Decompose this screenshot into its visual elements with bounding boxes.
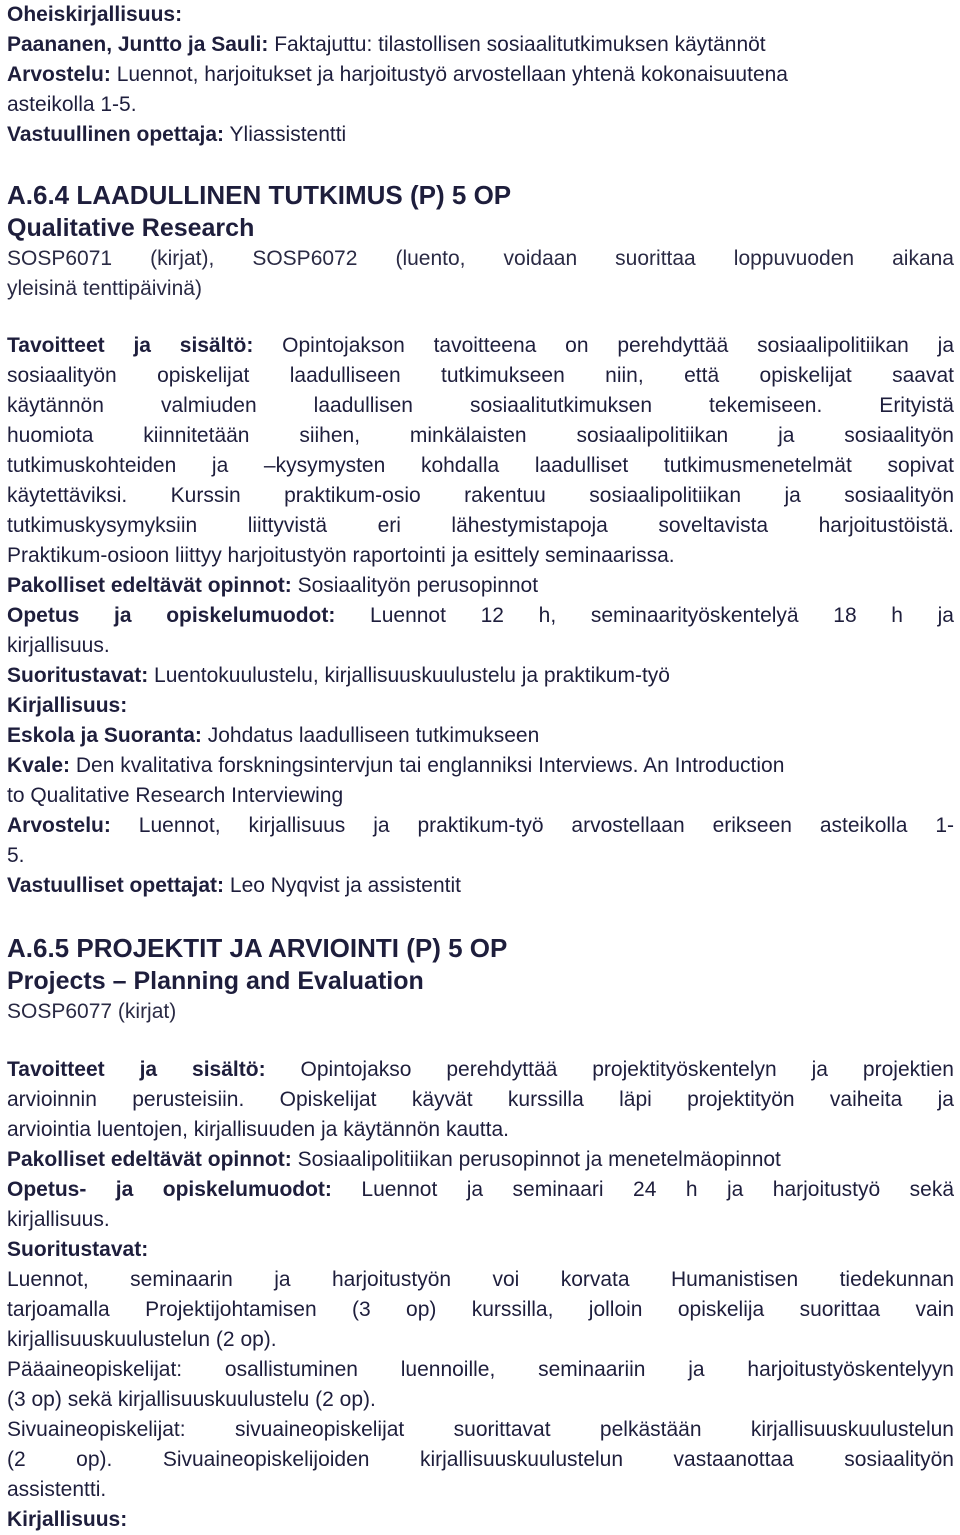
completion-a65-line3: kirjallisuuskuulustelun (2 op). bbox=[7, 1328, 277, 1351]
grading-label: Arvostelu: bbox=[7, 814, 111, 837]
goals-a64-line6: käytettäviksi. Kurssin praktikum-osio rakentuu sosiaalipolitiikan ja sosiaalityön bbox=[7, 484, 954, 507]
goals-a64-line3: käytännön valmiuden laadullisen sosiaalitutkimuksen tekemiseen. Erityistä bbox=[7, 394, 954, 417]
goals-a64-line1 bbox=[7, 331, 954, 361]
completion-a64 bbox=[7, 661, 954, 691]
goals-a64-line7: tutkimuskysymyksiin liittyvistä eri lähestymistapoja soveltavista harjoitustöistä. bbox=[7, 514, 954, 537]
prereq-a65 bbox=[7, 1145, 954, 1175]
lit-author: Kvale: bbox=[7, 754, 71, 777]
course-english-title-a65: Projects – Planning and Evaluation bbox=[7, 967, 424, 995]
prereq-text: Sosiaalityön perusopinnot bbox=[297, 574, 539, 597]
goals-label: Tavoitteet ja sisältö: bbox=[7, 334, 254, 357]
course-title-a65: A.6.5 PROJEKTIT JA ARVIOINTI (P) 5 OP bbox=[7, 933, 508, 963]
goals-text: Opintojakson tavoitteena on perehdyttää sosiaalipolitiikan ja bbox=[282, 334, 954, 357]
prereq-label: Pakolliset edeltävät opinnot: bbox=[7, 574, 292, 597]
course-codes-a65: SOSP6077 (kirjat) bbox=[7, 1000, 177, 1023]
goals-a64-line8: Praktikum-osioon liittyy harjoitustyön raportointi ja esittely seminaarissa. bbox=[7, 544, 675, 567]
course-title-a64: A.6.4 LAADULLINEN TUTKIMUS (P) 5 OP bbox=[7, 180, 512, 210]
course-codes-a64: SOSP6071 (kirjat), SOSP6072 (luento, voidaan suorittaa loppuvuoden aikana bbox=[7, 247, 954, 270]
goals-a64-line5: tutkimuskohteiden ja –kysymysten kohdalla laadulliset tutkimusmenetelmät sopivat bbox=[7, 454, 954, 477]
prereq-label: Pakolliset edeltävät opinnot: bbox=[7, 1148, 292, 1171]
completion-label-a65: Suoritustavat: bbox=[7, 1238, 149, 1261]
course-english-title-a64: Qualitative Research bbox=[7, 214, 255, 242]
teacher-text: Yliassistentti bbox=[229, 123, 347, 146]
lit-title: Den kvalitativa forskningsintervjun tai englanniksi Interviews. An Introduction bbox=[75, 754, 785, 777]
ref-author: Paananen, Juntto ja Sauli: bbox=[7, 33, 269, 56]
literature-item-2-cont: to Qualitative Research Interviewing bbox=[7, 784, 344, 807]
goals-a65-line2: arvioinnin perusteisiin. Opiskelijat käyvät kurssilla läpi projektityön vaiheita ja bbox=[7, 1088, 954, 1111]
grading-a64 bbox=[7, 811, 954, 841]
ref-title: Faktajuttu: tilastollisen sosiaalitutkimuksen käytännöt bbox=[274, 33, 766, 56]
major-students-line2: (3 op) sekä kirjallisuuskuulustelu (2 op). bbox=[7, 1388, 376, 1411]
grading-text: Luennot, harjoitukset ja harjoitustyö arvostellaan yhtenä kokonaisuutena bbox=[116, 63, 788, 86]
goals-text: Opintojakso perehdyttää projektityöskentelyn ja projektien bbox=[300, 1058, 954, 1081]
literature-item-1 bbox=[7, 721, 954, 751]
minor-students-line1: Sivuaineopiskelijat: sivuaineopiskelijat suorittavat pelkästään kirjallisuuskuulustelun bbox=[7, 1418, 954, 1441]
completion-a65-line2: tarjoamalla Projektijohtamisen (3 op) kurssilla, jolloin opiskelija suorittaa vain bbox=[7, 1298, 954, 1321]
minor-students-line2: (2 op). Sivuaineopiskelijoiden kirjallisuuskuulustelun vastaanottaa sosiaalityön bbox=[7, 1448, 954, 1471]
teacher-label: Vastuullinen opettaja: bbox=[7, 123, 225, 146]
prereq-a64 bbox=[7, 571, 954, 601]
lit-title: Johdatus laadulliseen tutkimukseen bbox=[207, 724, 540, 747]
teaching-label: Opetus- ja opiskelumuodot: bbox=[7, 1178, 332, 1201]
grading-line-cont: asteikolla 1-5. bbox=[7, 93, 137, 116]
teaching-a65-cont: kirjallisuus. bbox=[7, 1208, 110, 1231]
literature-label-a64: Kirjallisuus: bbox=[7, 694, 128, 717]
teaching-text: Luennot 12 h, seminaarityöskentelyä 18 h ja bbox=[370, 604, 954, 627]
literature-item-2 bbox=[7, 751, 954, 781]
grading-text: Luennot, kirjallisuus ja praktikum-työ arvostellaan erikseen asteikolla 1- bbox=[138, 814, 954, 837]
completion-text: Luentokuulustelu, kirjallisuuskuulustelu ja praktikum-työ bbox=[154, 664, 670, 687]
grading-a64-cont: 5. bbox=[7, 844, 25, 867]
teaching-label: Opetus ja opiskelumuodot: bbox=[7, 604, 336, 627]
teaching-text: Luennot ja seminaari 24 h ja harjoitustyö sekä bbox=[361, 1178, 954, 1201]
teachers-a64 bbox=[7, 871, 954, 901]
goals-a64-line2: sosiaalityön opiskelijat laadulliseen tutkimukseen niin, että opiskelijat saavat bbox=[7, 364, 954, 387]
lit-author: Eskola ja Suoranta: bbox=[7, 724, 202, 747]
course-codes-a64-cont: yleisinä tenttipäivinä) bbox=[7, 277, 202, 300]
teaching-a64 bbox=[7, 601, 954, 631]
completion-label: Suoritustavat: bbox=[7, 664, 149, 687]
goals-a65-line3: arviointia luentojen, kirjallisuuden ja käytännön kautta. bbox=[7, 1118, 509, 1141]
teaching-a65 bbox=[7, 1175, 954, 1205]
major-students-line1: Pääaineopiskelijat: osallistuminen luennoille, seminaariin ja harjoitustyöskentelyyn bbox=[7, 1358, 954, 1381]
goals-a64-line4: huomiota kiinnitetään siihen, minkälaisten sosiaalipolitiikan ja sosiaalityön bbox=[7, 424, 954, 447]
goals-a65-line1 bbox=[7, 1055, 954, 1085]
teaching-a64-cont: kirjallisuus. bbox=[7, 634, 110, 657]
section-heading-oheiskirjallisuus: Oheiskirjallisuus: bbox=[7, 3, 183, 26]
goals-label: Tavoitteet ja sisältö: bbox=[7, 1058, 266, 1081]
grading-label: Arvostelu: bbox=[7, 63, 111, 86]
teachers-label: Vastuulliset opettajat: bbox=[7, 874, 225, 897]
teachers-text: Leo Nyqvist ja assistentit bbox=[229, 874, 461, 897]
completion-a65-line1: Luennot, seminaarin ja harjoitustyön voi korvata Humanistisen tiedekunnan bbox=[7, 1268, 954, 1291]
reference-line bbox=[7, 30, 954, 60]
prereq-text: Sosiaalipolitiikan perusopinnot ja menetelmäopinnot bbox=[297, 1148, 781, 1171]
literature-label-a65: Kirjallisuus: bbox=[7, 1508, 128, 1531]
teacher-line bbox=[7, 120, 954, 150]
grading-line bbox=[7, 60, 954, 90]
minor-students-line3: assistentti. bbox=[7, 1478, 107, 1501]
